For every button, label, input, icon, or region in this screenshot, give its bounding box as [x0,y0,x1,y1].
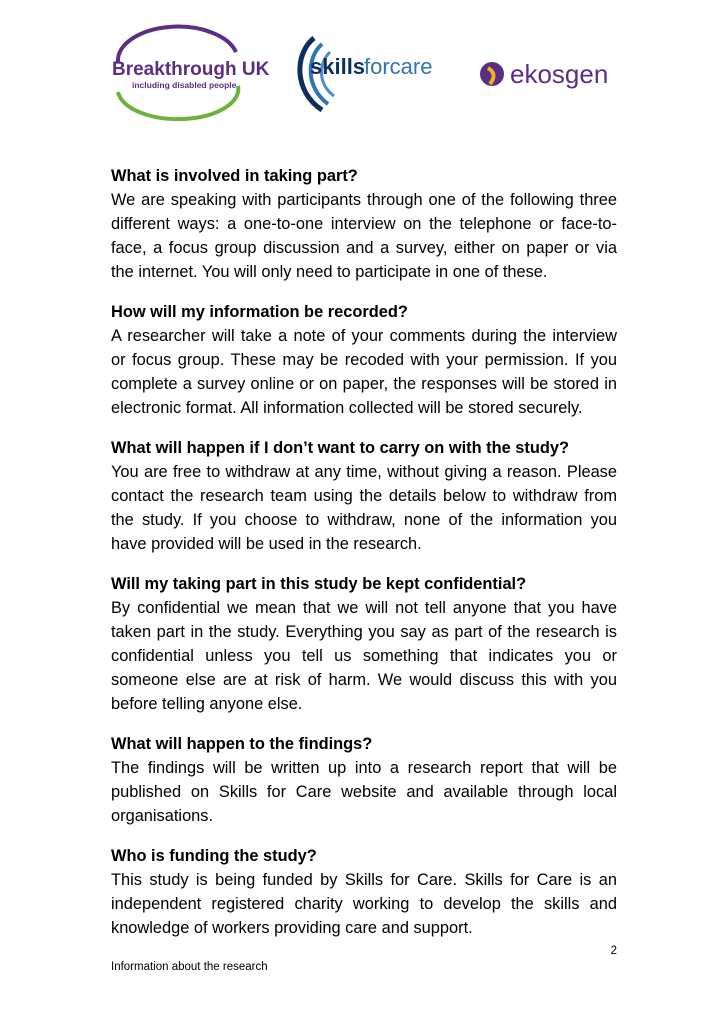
section-body: A researcher will take a note of your comments during the interview or focus group. These may be recoded with your permission. If you complete a survey online or on paper, the responses will be stored in electronic format. All information collected will be stored securely. [111,327,617,417]
breakthrough-uk-wordmark: Breakthrough UK [112,59,270,80]
breakthrough-uk-logo [112,42,270,98]
section-funding [111,844,617,940]
section-heading: Will my taking part in this study be kept confidential? [111,575,527,593]
section-withdraw [111,436,617,556]
skills-for-care-logo [292,34,442,112]
logo-bar [0,34,728,114]
forcare-wordmark: forcare [364,54,433,79]
breakthrough-uk-tagline: including disabled people [132,80,237,90]
section-body: We are speaking with participants through one of the following three different ways: a one-to-one interview on the telephone or face-to-face, a focus group discussion and a survey, either on paper or via the internet. You will only need to participate in one of these. [111,191,617,281]
section-findings [111,732,617,828]
document-body [111,164,617,956]
page-number: 2 [610,945,617,957]
section-body: The findings will be written up into a research report that will be published on Skills for Care website and available through local organisations. [111,759,617,825]
section-heading: What will happen if I don’t want to carry on with the study? [111,439,570,457]
section-heading: How will my information be recorded? [111,303,408,321]
section-confidential [111,572,617,716]
skills-wordmark: skills [310,54,366,79]
section-information-recorded [111,300,617,420]
section-heading: Who is funding the study? [111,847,317,865]
section-body: You are free to withdraw at any time, without giving a reason. Please contact the research team using the details below to withdraw from the study. If you choose to withdraw, none of the information you have provided will be used in the research. [111,463,617,553]
ekosgen-wordmark: ekosgen [510,59,609,89]
section-taking-part [111,164,617,284]
footer-text: Information about the research [111,961,268,973]
section-heading: What is involved in taking part? [111,167,358,185]
section-heading: What will happen to the findings? [111,735,373,753]
section-body: By confidential we mean that we will not tell anyone that you have taken part in the study. Everything you say as part of the research is confidential unless you tell us something that indicates you or someone else are at risk of harm. We would discuss this with you before telling anyone else. [111,599,617,713]
section-body: This study is being funded by Skills for Care. Skills for Care is an independent registered charity working to develop the skills and knowledge of workers providing care and support. [111,871,617,937]
ekosgen-logo [478,52,618,96]
